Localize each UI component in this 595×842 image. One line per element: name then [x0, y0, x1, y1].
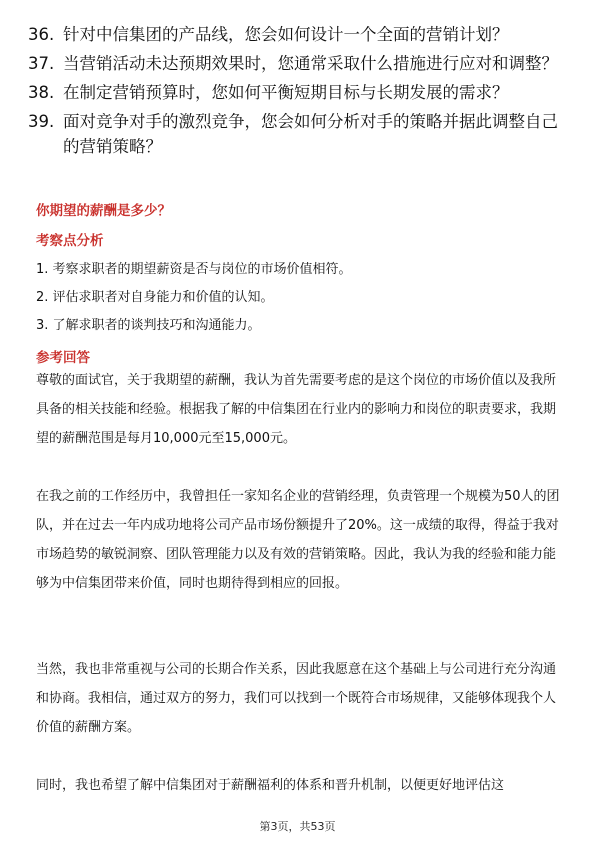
question-text: 在制定营销预算时，您如何平衡短期目标与长期发展的需求？ [63, 83, 509, 102]
answer-heading: 参考回答 [36, 350, 90, 366]
question-item [28, 80, 568, 105]
question-text: 面对竞争对手的激烈竞争，您会如何分析对手的策略并据此调整自己的营销策略？ [63, 112, 558, 156]
page-footer: 第3页，共53页 [259, 820, 336, 833]
analysis-heading: 考察点分析 [36, 233, 104, 249]
question-text: 当营销活动未达预期效果时，您通常采取什么措施进行应对和调整？ [63, 54, 558, 73]
question-list [28, 22, 568, 163]
section-title: 你期望的薪酬是多少？ [36, 203, 171, 219]
question-item [28, 51, 568, 76]
answer-paragraph: 在我之前的工作经历中，我曾担任一家知名企业的营销经理，负责管理一个规模为50人的团队，并在过去一年内成功地将公司产品市场份额提升了20%。这一成绩的取得，得益于我对市场趋势的敏锐洞察、团队管理能力以及有效的营销策略。因此，我认为我的经验和能力能够为中信集团带来价值，同时也期待得到相应的回报。 [36, 489, 560, 591]
question-number: 39. [28, 112, 55, 131]
analysis-point: 1. 考察求职者的期望薪资是否与岗位的市场价值相符。 [36, 262, 352, 277]
question-item [28, 109, 568, 159]
answer-paragraph: 当然，我也非常重视与公司的长期合作关系，因此我愿意在这个基础上与公司进行充分沟通和协商。我相信，通过双方的努力，我们可以找到一个既符合市场规律，又能够体现我个人价值的薪酬方案。 [36, 662, 557, 735]
question-number: 36. [28, 25, 55, 44]
answer-paragraph: 同时，我也希望了解中信集团对于薪酬福利的体系和晋升机制，以便更好地评估这 [36, 778, 505, 793]
question-text: 针对中信集团的产品线，您会如何设计一个全面的营销计划？ [63, 25, 509, 44]
analysis-point: 2. 评估求职者对自身能力和价值的认知。 [36, 290, 274, 305]
answer-paragraph: 尊敬的面试官，关于我期望的薪酬，我认为首先需要考虑的是这个岗位的市场价值以及我所具备的相关技能和经验。根据我了解的中信集团在行业内的影响力和岗位的职责要求，我期望的薪酬范围是每月10,000元至15,000元。 [36, 373, 557, 446]
analysis-point: 3. 了解求职者的谈判技巧和沟通能力。 [36, 318, 261, 333]
question-item [28, 22, 568, 47]
question-number: 38. [28, 83, 55, 102]
question-number: 37. [28, 54, 55, 73]
